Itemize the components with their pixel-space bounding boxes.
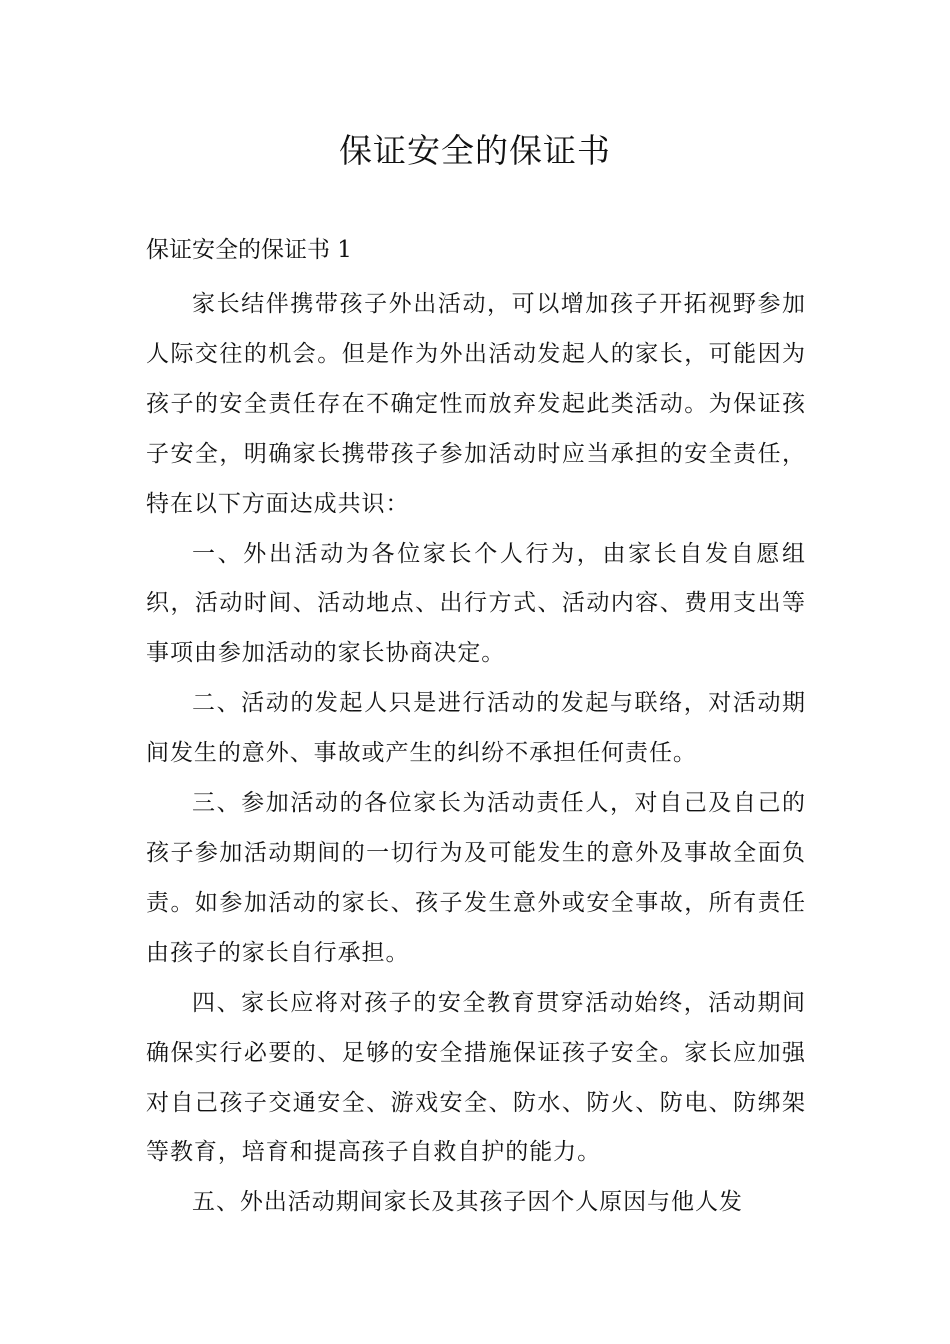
section-heading: 保证安全的保证书 1	[146, 237, 352, 263]
document-title: 保证安全的保证书	[339, 131, 611, 170]
paragraph-clause-3: 三、参加活动的各位家长为活动责任人，对自己及自己的孩子参加活动期间的一切行为及可能发生的意外及事故全面负责。如参加活动的家长、孩子发生意外或安全事故，所有责任由孩子的家长自行承担。	[146, 790, 806, 966]
paragraph-clause-1: 一、外出活动为各位家长个人行为，由家长自发自愿组织，活动时间、活动地点、出行方式、活动内容、费用支出等事项由参加活动的家长协商决定。	[146, 540, 806, 667]
paragraph-clause-2: 二、活动的发起人只是进行活动的发起与联络，对活动期间发生的意外、事故或产生的纠纷不承担任何责任。	[146, 690, 806, 767]
paragraph-intro: 家长结伴携带孩子外出活动，可以增加孩子开拓视野参加人际交往的机会。但是作为外出活动发起人的家长，可能因为孩子的安全责任存在不确定性而放弃发起此类活动。为保证孩子安全，明确家长携带孩子参加活动时应当承担的安全责任，特在以下方面达成共识：	[146, 291, 806, 517]
paragraph-clause-4: 四、家长应将对孩子的安全教育贯穿活动始终，活动期间确保实行必要的、足够的安全措施保证孩子安全。家长应加强对自己孩子交通安全、游戏安全、防水、防火、防电、防绑架等教育，培育和提高孩子自救自护的能力。	[146, 989, 806, 1166]
paragraph-clause-5: 五、外出活动期间家长及其孩子因个人原因与他人发	[192, 1189, 743, 1216]
document-body	[146, 280, 806, 1228]
